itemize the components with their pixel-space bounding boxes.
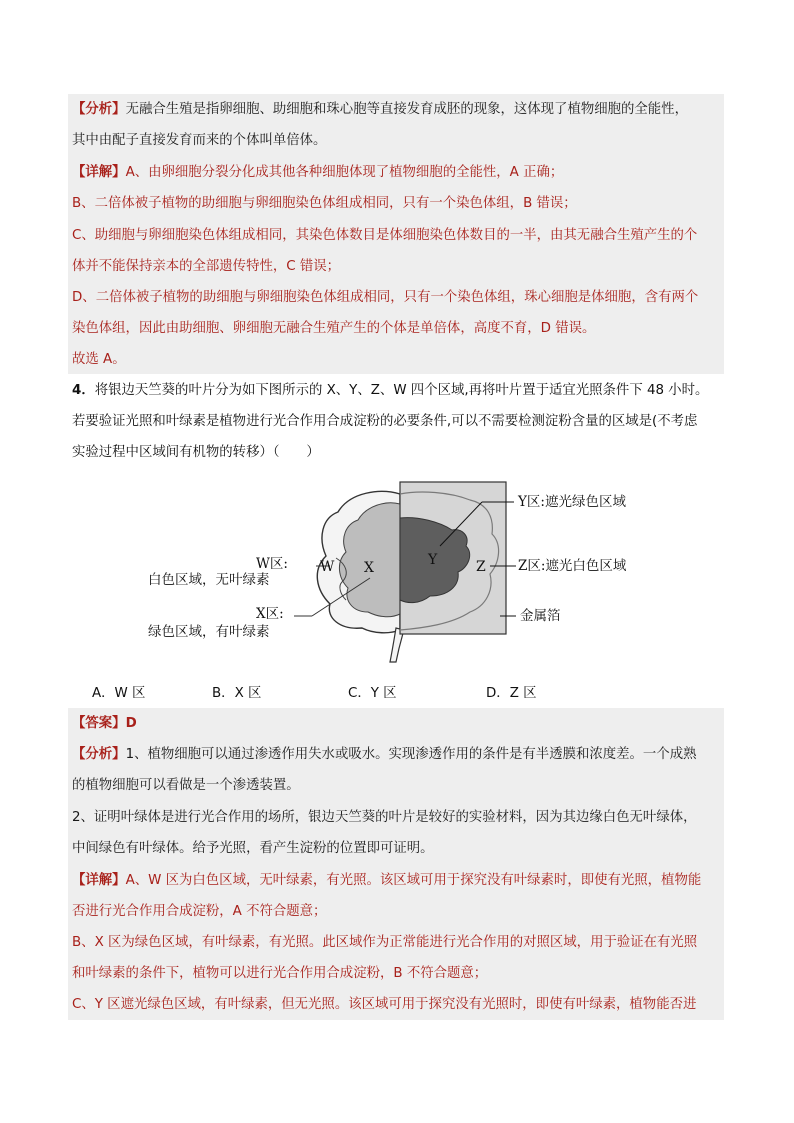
option-a[interactable]: A．W 区 bbox=[92, 686, 146, 701]
answer-tag: 【答案】 bbox=[72, 716, 126, 731]
w-desc: 白色区域，无叶绿素 bbox=[148, 572, 270, 588]
letter-y: Y bbox=[428, 552, 438, 568]
w-label: W区: bbox=[256, 556, 288, 572]
letter-w: W bbox=[320, 559, 335, 575]
question-4-line-2: 若要验证光照和叶绿素是植物进行光合作用合成淀粉的必要条件,可以不需要检测淀粉含量的区域是(不考虑 bbox=[72, 414, 698, 429]
option-b[interactable]: B．X 区 bbox=[212, 686, 262, 701]
q3-detail-d-1: D、二倍体被子植物的助细胞与卵细胞染色体组成相同，只有一个染色体组，珠心细胞是体细胞，含有两个 bbox=[72, 290, 699, 305]
detail-tag: 【详解】 bbox=[72, 165, 126, 180]
q3-detail-c-1: C、助细胞与卵细胞染色体组成相同，其染色体数目是体细胞染色体数目的一半，由其无融合生殖产生的个 bbox=[72, 228, 698, 243]
q3-detail-c-2: 体并不能保持亲本的全部遗传特性，C 错误； bbox=[72, 259, 341, 274]
option-c[interactable]: C．Y 区 bbox=[348, 686, 397, 701]
q3-detail-d-2: 染色体组，因此由助细胞、卵细胞无融合生殖产生的个体是单倍体，高度不育，D 错误。 bbox=[72, 321, 596, 336]
answer-value: D bbox=[125, 716, 137, 731]
leaf-diagram bbox=[0, 478, 794, 678]
q4-detail-b-2: 和叶绿素的条件下，植物可以进行光合作用合成淀粉，B 不符合题意； bbox=[72, 966, 488, 981]
x-desc: 绿色区域，有叶绿素 bbox=[148, 624, 270, 640]
q4-analysis-1-line-1: 【分析】1、植物细胞可以通过渗透作用失水或吸水。实现渗透作用的条件是有半透膜和浓度差。一个成熟 bbox=[72, 747, 697, 762]
q4-analysis-1-line-2: 的植物细胞可以看做是一个渗透装置。 bbox=[72, 778, 300, 793]
option-d[interactable]: D．Z 区 bbox=[486, 686, 537, 701]
q4-detail-a-1: 【详解】A、W 区为白色区域，无叶绿素，有光照。该区域可用于探究没有叶绿素时，即使有光照，植物能 bbox=[72, 873, 702, 888]
q3-analysis-line-2: 其中由配子直接发育而来的个体叫单倍体。 bbox=[72, 133, 327, 148]
q3-detail-b: B、二倍体被子植物的助细胞与卵细胞染色体组成相同，只有一个染色体组，B 错误； bbox=[72, 196, 577, 211]
q4-analysis-2-line-1: 2、证明叶绿体是进行光合作用的场所，银边天竺葵的叶片是较好的实验材料，因为其边缘白色无叶绿体， bbox=[72, 810, 697, 825]
question-4-line-3: 实验过程中区域间有机物的转移）（ ） bbox=[72, 445, 320, 460]
q3-conclusion: 故选 A。 bbox=[72, 352, 126, 367]
detail-tag: 【详解】 bbox=[72, 873, 126, 888]
q4-detail-b-1: B、X 区为绿色区域，有叶绿素，有光照。此区域作为正常能进行光合作用的对照区域，用于验证在有光照 bbox=[72, 935, 698, 950]
q4-detail-c-1: C、Y 区遮光绿色区域，有叶绿素，但无光照。该区域可用于探究没有光照时，即使有叶绿素，植物能否进 bbox=[72, 997, 697, 1012]
question-4-line-1: 4．将银边天竺葵的叶片分为如下图所示的 X、Y、Z、W 四个区域,再将叶片置于适宜光照条件下 48 小时。 bbox=[72, 383, 709, 398]
q3-analysis-line-1: 【分析】无融合生殖是指卵细胞、助细胞和珠心胞等直接发育成胚的现象，这体现了植物细胞的全能性， bbox=[72, 102, 688, 117]
answer-line bbox=[72, 714, 732, 734]
z-desc: Z区:遮光白色区域 bbox=[518, 558, 627, 574]
question-number: 4． bbox=[72, 383, 95, 398]
x-label: X区: bbox=[256, 606, 284, 622]
foil-label: 金属箔 bbox=[520, 608, 561, 624]
q4-detail-a-2: 否进行光合作用合成淀粉，A 不符合题意； bbox=[72, 904, 327, 919]
q3-detail-a: 【详解】A、由卵细胞分裂分化成其他各种细胞体现了植物细胞的全能性，A 正确； bbox=[72, 165, 564, 180]
analysis-tag: 【分析】 bbox=[72, 747, 126, 762]
y-desc: Y区:遮光绿色区域 bbox=[518, 494, 626, 510]
q4-analysis-2-line-2: 中间绿色有叶绿体。给予光照，看产生淀粉的位置即可证明。 bbox=[72, 841, 434, 856]
analysis-tag: 【分析】 bbox=[72, 102, 126, 117]
letter-x: X bbox=[364, 560, 374, 576]
letter-z: Z bbox=[476, 559, 486, 575]
